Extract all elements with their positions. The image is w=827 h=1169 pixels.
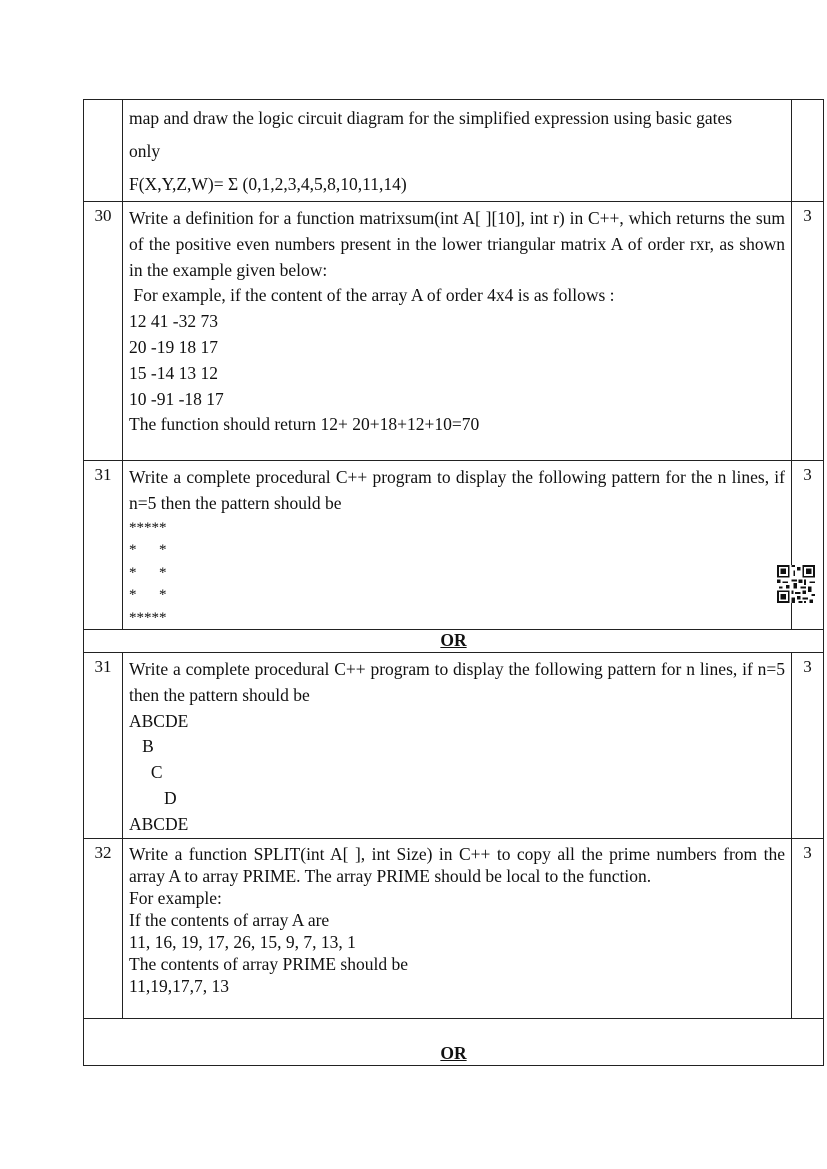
q30-matrix-row: 12 41 -32 73 xyxy=(129,311,218,332)
q30-question-text: Write a definition for a function matrixsum(int A[ ][10], int r) in C++, which returns the sum of the positive even numbers present in the lower triangular matrix A of order rxr, as shown in the example given below: xyxy=(129,208,785,280)
q32-question-text: Write a function SPLIT(int A[ ], int Size) in C++ to copy all the prime numbers from the array A to array PRIME. The array PRIME should be local to the function. xyxy=(129,843,785,886)
q29-line-1: map and draw the logic circuit diagram for the simplified expression using basic gates xyxy=(129,108,733,128)
q31a-question-text: Write a complete procedural C++ program to display the following pattern for the n lines, if n=5 then the pattern should be xyxy=(129,467,785,513)
q29-continuation-row xyxy=(84,100,824,202)
q32-body-cell xyxy=(123,838,792,1018)
q32-line: For example: xyxy=(129,887,222,908)
qr-code-icon xyxy=(777,565,815,603)
q32-marks: 3 xyxy=(792,838,824,1018)
q30-body-cell xyxy=(123,202,792,461)
pattern-line: ABCDE xyxy=(129,710,189,731)
q32-line: 11, 16, 19, 17, 26, 15, 9, 7, 13, 1 xyxy=(129,931,356,952)
q29-expression: F(X,Y,Z,W)= Σ (0,1,2,3,4,5,8,10,11,14) xyxy=(129,174,407,194)
q29-line-2: only xyxy=(129,141,161,161)
q30-matrix-row: 15 -14 13 12 xyxy=(129,362,218,383)
pattern-line: D xyxy=(129,788,177,809)
pattern-line: C xyxy=(129,762,163,783)
q29-marks-cell xyxy=(792,100,824,202)
q29-number-cell xyxy=(84,100,123,202)
pattern-line: * * xyxy=(129,542,167,559)
q30-marks: 3 xyxy=(792,202,824,461)
or-label-2: OR xyxy=(84,1018,824,1065)
q31b-question-text: Write a complete procedural C++ program to display the following pattern for n lines, if n=5 then the pattern should be xyxy=(129,659,785,705)
q30-row xyxy=(84,202,824,461)
pattern-line: ***** xyxy=(129,609,167,626)
q31b-number: 31 xyxy=(84,653,123,839)
question-table xyxy=(83,99,824,1066)
q31a-number: 31 xyxy=(84,461,123,630)
q31a-body-cell xyxy=(123,461,792,630)
q32-line: If the contents of array A are xyxy=(129,909,330,930)
or-label: OR xyxy=(84,630,824,653)
q31a-marks: 3 xyxy=(792,461,824,630)
q30-example-intro: For example, if the content of the array A of order 4x4 is as follows : xyxy=(129,285,615,306)
or-row xyxy=(84,630,824,653)
q32-row xyxy=(84,838,824,1018)
pattern-line: B xyxy=(129,736,154,757)
q30-number: 30 xyxy=(84,202,123,461)
or-row-2 xyxy=(84,1018,824,1065)
pattern-line: ABCDE xyxy=(129,813,189,834)
q31b-body-cell xyxy=(123,653,792,839)
q32-line: 11,19,17,7, 13 xyxy=(129,975,229,996)
q31b-row xyxy=(84,653,824,839)
q30-result: The function should return 12+ 20+18+12+10=70 xyxy=(129,414,480,435)
q32-number: 32 xyxy=(84,838,123,1018)
q30-matrix-row: 10 -91 -18 17 xyxy=(129,388,224,409)
pattern-line: ***** xyxy=(129,519,167,536)
pattern-line: * * xyxy=(129,564,167,581)
q31a-row xyxy=(84,461,824,630)
q29-body-cell xyxy=(123,100,792,202)
q31b-marks: 3 xyxy=(792,653,824,839)
q31a-pattern xyxy=(129,517,785,630)
q30-matrix-row: 20 -19 18 17 xyxy=(129,336,218,357)
pattern-line: * * xyxy=(129,587,167,604)
q32-line: The contents of array PRIME should be xyxy=(129,953,408,974)
